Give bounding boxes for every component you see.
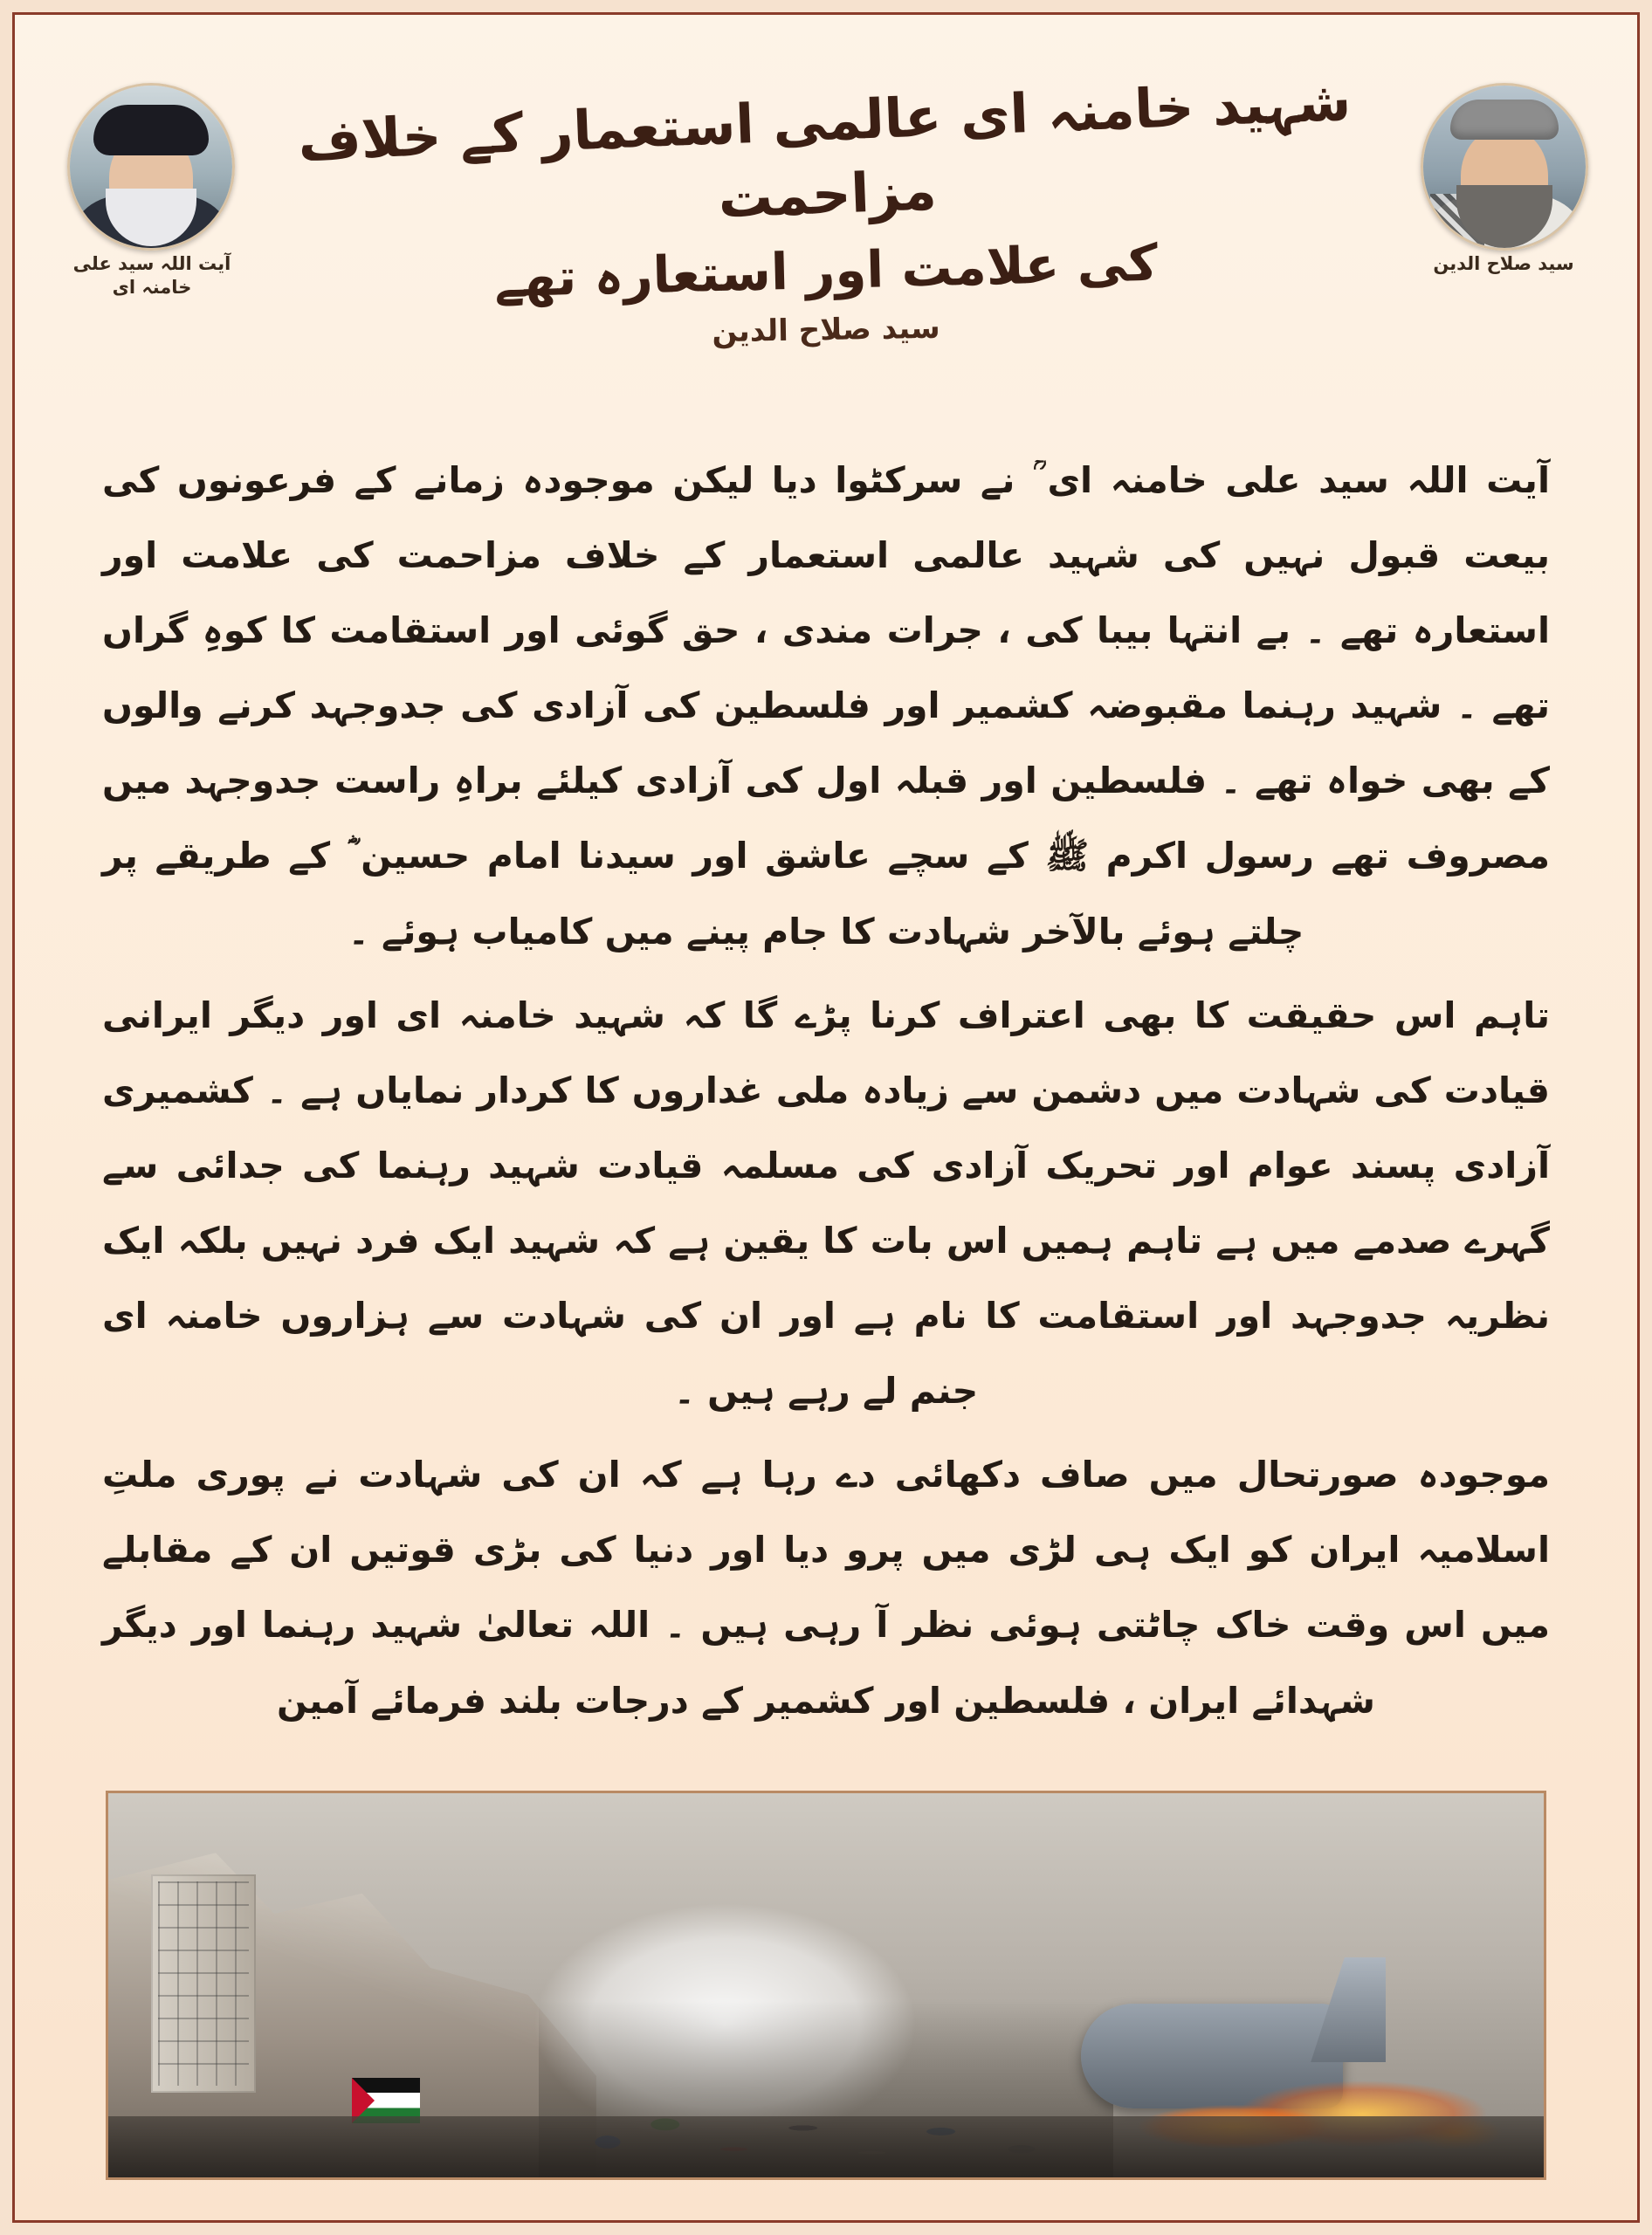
portrait-turban <box>93 105 209 155</box>
avatar-salahuddin <box>1421 83 1588 251</box>
headline-line-1: شہید خامنہ ای عالمی استعمار کے خلاف مزاحمت <box>297 68 1353 230</box>
caption-salahuddin: سید صلاح الدین <box>1433 253 1574 274</box>
article-body <box>102 443 1550 1747</box>
page-title <box>277 68 1375 349</box>
headline-byline: سید صلاح الدین <box>712 310 940 349</box>
conflict-photo-strip <box>106 1791 1546 2180</box>
paragraph: موجودہ صورتحال میں صاف دکھائی دے رہا ہے کہ ان کی شہادت نے پوری ملتِ اسلامیہ ایران کو ایک ہی لڑی میں پرو دیا اور دنیا کی بڑی قوتیں ان کے مقابلے میں اس وقت خاک چاٹتی ہوئی نظر آ رہی ہیں ۔ اللہ تعالیٰ شہید رہنما اور دیگر شہدائے ایران ، فلسطین اور کشمیر کے درجات بلند فرمائے آمین <box>102 1454 1550 1722</box>
caption-khamenei: آیت اللہ سید علی خامنہ ای <box>72 253 231 299</box>
headline-line-2: کی علامت اور استعارہ تھے <box>493 233 1159 309</box>
page-border <box>12 12 1640 2223</box>
poster-header <box>15 15 1637 390</box>
paragraph: تاہم اس حقیقت کا بھی اعتراف کرنا پڑے گا کہ شہید خامنہ ای اور دیگر ایرانی قیادت کی شہادت میں دشمن سے زیادہ ملی غداروں کا کردار نمایاں ہے ۔ کشمیری آزادی پسند عوام اور تحریک آزادی کی مسلمہ قیادت شہید رہنما کی جدائی سے گہرے صدمے میں ہے تاہم ہمیں اس بات کا یقین ہے کہ شہید ایک فرد نہیں بلکہ ایک نظریہ جدوجہد اور استقامت کا نام ہے اور ان کی شہادت سے ہزاروں خامنہ ای جنم لے رہے ہیں ۔ <box>102 994 1550 1413</box>
portrait-cap <box>1450 100 1559 140</box>
photo-damaged-building <box>151 1874 256 2093</box>
avatar-khamenei <box>67 83 235 251</box>
paragraph: آیت اللہ سید علی خامنہ ای ؒ نے سرکٹوا دیا لیکن موجودہ زمانے کے فرعونوں کی بیعت قبول نہیں کی شہید عالمی استعمار کے خلاف مزاحمت کی علامت اور استعارہ تھے ۔ بے انتہا بیبا کی ، جرات مندی ، حق گوئی اور استقامت کا کوہِ گراں تھے ۔ شہید رہنما مقبوضہ کشمیر اور فلسطین کی آزادی کی جدوجہد کرنے والوں کے بھی خواہ تھے ۔ فلسطین اور قبلہ اول کی آزادی کیلئے براہِ راست جدوجہد میں مصروف تھے رسول اکرم ﷺ کے سچے عاشق اور سیدنا امام حسین ؓ کے طریقے پر چلتے ہوئے بالآخر شہادت کا جام پینے میں کامیاب ہوئے ۔ <box>102 459 1550 952</box>
photo-ground <box>108 2116 1544 2177</box>
